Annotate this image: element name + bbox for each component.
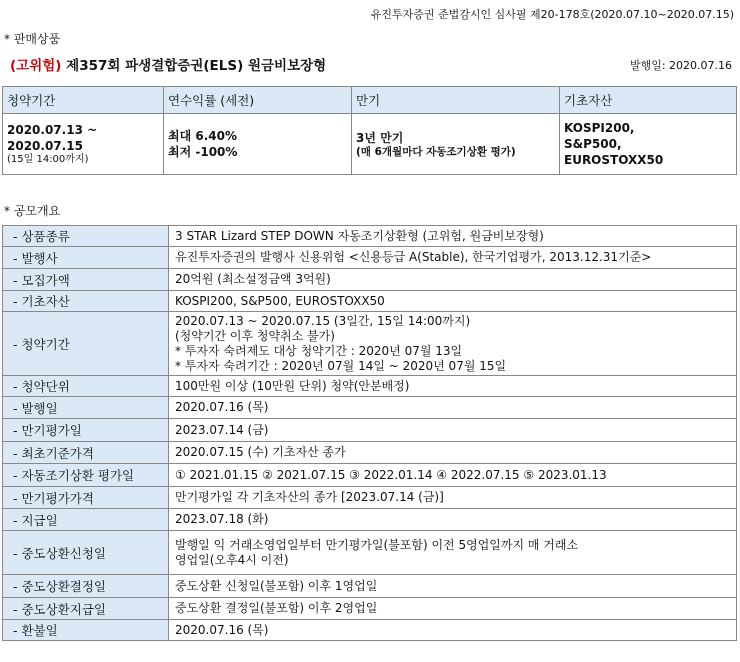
overview-label: - 중도상환신청일 [3, 531, 169, 575]
summary-assets-cell [560, 114, 737, 175]
return-max: 최대 6.40% [168, 129, 237, 143]
period-end: 2020.07.15 [7, 139, 83, 153]
summary-header-cell: 만기 [352, 87, 560, 114]
summary-return-cell [164, 114, 352, 175]
overview-value [169, 376, 737, 397]
overview-label: - 모집가액 [3, 269, 169, 291]
overview-value [169, 397, 737, 419]
overview-row [3, 376, 737, 397]
asset-item: KOSPI200, [564, 121, 635, 135]
overview-row [3, 575, 737, 598]
overview-row [3, 531, 737, 575]
overview-value-line: 2020.07.15 (수) 기초자산 종가 [175, 445, 346, 459]
overview-value [169, 531, 737, 575]
overview-value [169, 487, 737, 509]
overview-value [169, 598, 737, 620]
overview-row [3, 442, 737, 464]
overview-row [3, 620, 737, 641]
overview-value-line: 2020.07.16 (목) [175, 400, 269, 414]
overview-label: - 중도상환결정일 [3, 575, 169, 598]
overview-value-line: 3 STAR Lizard STEP DOWN 자동조기상환형 (고위험, 원금비보장형) [175, 228, 544, 243]
overview-value-line: 영업일(오후4시 이전) [175, 552, 289, 567]
return-min: 최저 -100% [168, 145, 238, 159]
overview-label: - 중도상환지급일 [3, 598, 169, 620]
approval-notice: 유진투자증권 준법감시인 심사필 제20-178호(2020.07.10~2020.07.15) [370, 8, 734, 21]
overview-label: - 환불일 [3, 620, 169, 641]
overview-value-line: 2023.07.14 (금) [175, 422, 269, 437]
summary-value-row [3, 114, 737, 175]
overview-row [3, 312, 737, 376]
summary-period-cell [3, 114, 164, 175]
period-note: (15일 14:00까지) [7, 154, 89, 165]
offering-overview-table [2, 225, 737, 641]
maturity: 3년 만기 [356, 130, 404, 145]
overview-value [169, 291, 737, 312]
overview-row [3, 269, 737, 291]
overview-value [169, 442, 737, 464]
overview-label: - 상품종류 [3, 226, 169, 247]
overview-value-line: 2020.07.13 ~ 2020.07.15 (3일간, 15일 14:00까지) [175, 313, 471, 328]
risk-tag: (고위험) [10, 58, 62, 74]
maturity-note: (매 6개월마다 자동조기상환 평가) [356, 145, 516, 158]
overview-value-line: 100만원 이상 (10만원 단위) 청약(안분배정) [175, 378, 410, 393]
overview-row [3, 464, 737, 487]
overview-label: - 최초기준가격 [3, 442, 169, 464]
overview-label: - 만기평가일 [3, 419, 169, 442]
overview-value-line: 만기평가일 각 기초자산의 종가 [2023.07.14 (금)] [175, 490, 444, 504]
overview-value [169, 509, 737, 531]
issue-date: 발행일: 2020.07.16 [629, 59, 732, 72]
asset-item: S&P500, [564, 137, 622, 151]
overview-value [169, 620, 737, 641]
product-name: 제357회 파생결합증권(ELS) 원금비보장형 [66, 58, 327, 74]
overview-value [169, 419, 737, 442]
summary-header-cell: 청약기간 [3, 87, 164, 114]
overview-label: - 만기평가가격 [3, 487, 169, 509]
overview-row [3, 598, 737, 620]
overview-value [169, 247, 737, 269]
overview-value-line: KOSPI200, S&P500, EUROSTOXX50 [175, 293, 385, 308]
overview-row [3, 487, 737, 509]
sales-section-label: * 판매상품 [4, 32, 61, 46]
period-start: 2020.07.13 ~ [7, 123, 98, 137]
overview-row [3, 226, 737, 247]
overview-label: - 청약단위 [3, 376, 169, 397]
summary-table [2, 86, 737, 175]
overview-value-line: 유진투자증권의 발행사 신용위험 <신용등급 A(Stable), 한국기업평가, 2013.12.31기준> [175, 250, 652, 264]
overview-value-line: 중도상환 신청일(불포함) 이후 1영업일 [175, 578, 378, 593]
product-title [10, 54, 326, 74]
summary-header-cell: 연수익률 (세전) [164, 87, 352, 114]
asset-item: EUROSTOXX50 [564, 153, 664, 167]
overview-value-line: * 투자자 숙려제도 대상 청약기간 : 2020년 07월 13일 [175, 343, 463, 358]
overview-label: - 청약기간 [3, 312, 169, 376]
overview-value-line: ① 2021.01.15 ② 2021.07.15 ③ 2022.01.14 ④ 2022.07.15 ⑤ 2023.01.13 [175, 467, 607, 482]
overview-value [169, 226, 737, 247]
overview-label: - 발행일 [3, 397, 169, 419]
overview-row [3, 397, 737, 419]
overview-row [3, 419, 737, 442]
overview-value [169, 312, 737, 376]
overview-value-line: 2020.07.16 (목) [175, 622, 269, 637]
summary-header-row [3, 87, 737, 114]
overview-label: - 기초자산 [3, 291, 169, 312]
overview-row [3, 509, 737, 531]
overview-value [169, 575, 737, 598]
overview-section-label: * 공모개요 [4, 204, 61, 218]
product-header [6, 54, 734, 74]
overview-label: - 자동조기상환 평가일 [3, 464, 169, 487]
overview-value-line: 2023.07.18 (화) [175, 512, 269, 526]
summary-maturity-cell [352, 114, 560, 175]
overview-label: - 발행사 [3, 247, 169, 269]
overview-value [169, 464, 737, 487]
overview-value-line: 발행일 익 거래소영업일부터 만기평가일(불포함) 이전 5영업일까지 매 거래소 [175, 537, 579, 552]
overview-value-line: 중도상환 결정일(불포함) 이후 2영업일 [175, 601, 378, 615]
summary-header-cell: 기초자산 [560, 87, 737, 114]
overview-value-line: (청약기간 이후 청약취소 불가) [175, 328, 335, 343]
overview-row [3, 247, 737, 269]
overview-value [169, 269, 737, 291]
overview-value-line: 20억원 (최소설정금액 3억원) [175, 272, 331, 286]
overview-row [3, 291, 737, 312]
overview-value-line: * 투자자 숙려기간 : 2020년 07월 14일 ~ 2020년 07월 15일 [175, 358, 507, 373]
overview-label: - 지급일 [3, 509, 169, 531]
